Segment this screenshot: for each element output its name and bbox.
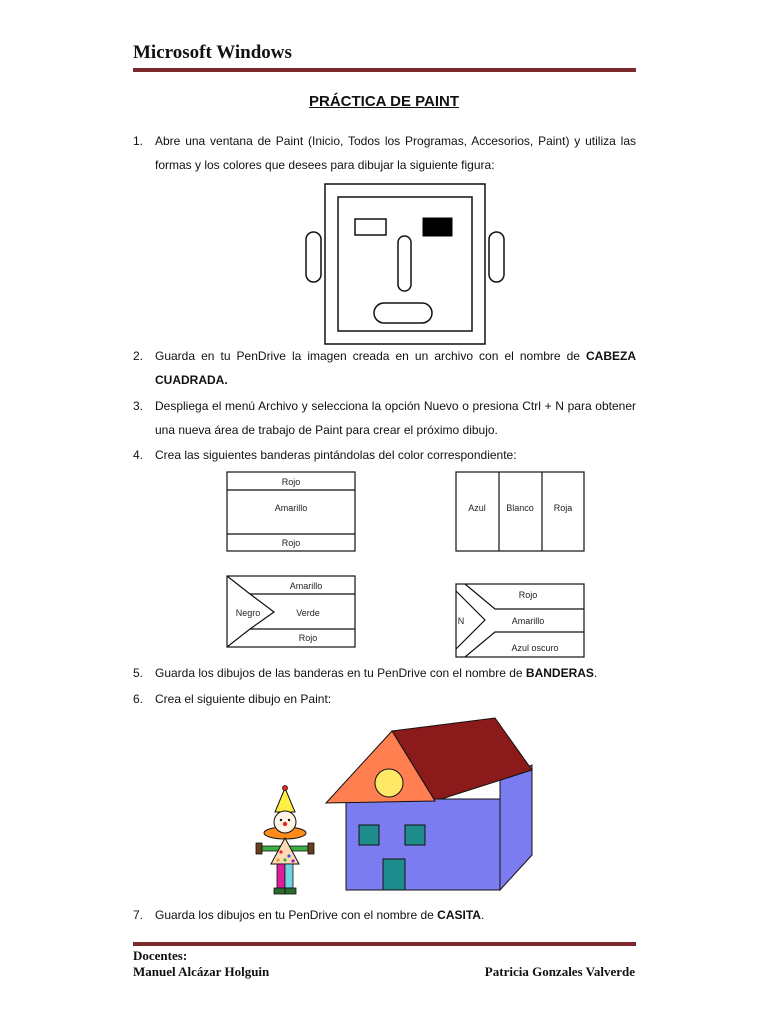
document-title: PRÁCTICA DE PAINT (309, 93, 459, 110)
item-text-suffix: . (593, 666, 598, 680)
house-drawing (320, 715, 540, 895)
item-number: 3. (133, 399, 144, 413)
item-number: 5. (133, 666, 144, 680)
flag2-left-label: Azul (468, 503, 486, 513)
flag3-middle-label: Verde (296, 608, 320, 618)
nose (398, 236, 411, 291)
right-ear (489, 232, 504, 282)
list-item-3 (133, 394, 636, 442)
flag-horizontal-stripes (226, 471, 357, 553)
flag2-middle-label: Blanco (506, 503, 534, 513)
flag1-top-label: Rojo (281, 477, 301, 487)
list-item-5 (133, 661, 636, 685)
right-eye (423, 218, 452, 236)
square-head-figure (300, 182, 510, 346)
footer-label: Docentes: (133, 948, 188, 963)
clown-left-leg (277, 864, 285, 888)
flag1-middle-label: Amarillo (274, 503, 308, 513)
list-item-4 (133, 443, 636, 467)
clown-right-hand (308, 843, 314, 854)
left-ear (306, 232, 321, 282)
item-number: 4. (133, 448, 144, 462)
flag4-bottom-label: Azul oscuro (511, 643, 559, 653)
list-item-7 (133, 903, 636, 927)
item-text-bold: CASITA (437, 908, 481, 922)
item-text: Crea el siguiente dibujo en Paint: (155, 692, 332, 706)
header-rule (133, 68, 636, 72)
footer-teacher-right: Patricia Gonzales Valverde (484, 964, 635, 979)
footer-rule (133, 942, 636, 946)
item-text-plain: Guarda en tu PenDrive la imagen creada en un archivo con el nombre de (155, 349, 586, 363)
item-text (155, 344, 636, 392)
item-text: Abre una ventana de Paint (Inicio, Todos los Programas, Accesorios, Paint) y utiliza las formas y los colores que desees para dibujar la siguiente figura: (155, 134, 636, 172)
item-text (155, 661, 636, 685)
flag4-middle-label: Amarillo (511, 616, 545, 626)
clown-nose (283, 822, 287, 826)
left-eye (355, 219, 386, 235)
flag-chevron-stripes (455, 583, 586, 659)
item-text: Despliega el menú Archivo y selecciona la opción Nuevo o presiona Ctrl + N para obtener una nueva área de trabajo de Paint para crear el próximo dibujo. (155, 399, 636, 437)
flag4-triangle-label: N (457, 616, 465, 626)
house-door (383, 859, 405, 890)
clown-left-hand (256, 843, 262, 854)
item-text-plain: Guarda los dibujos de las banderas en tu PenDrive con el nombre de (155, 666, 526, 680)
house-window-right (405, 825, 425, 845)
clown-right-shoe (285, 888, 296, 894)
flag4-top-label: Rojo (518, 590, 538, 600)
house-window-left (359, 825, 379, 845)
item-text-plain: Guarda los dibujos en tu PenDrive con el nombre de (155, 908, 438, 922)
list-item-1 (133, 129, 636, 177)
flag1-bottom-label: Rojo (281, 538, 301, 548)
flag-vertical-stripes (455, 471, 586, 553)
item-text (155, 903, 636, 927)
house-side-wall (500, 765, 532, 890)
footer-teacher-left: Manuel Alcázar Holguin (133, 964, 270, 979)
item-text-bold: BANDERAS (525, 666, 594, 680)
flag3-top-label: Amarillo (289, 581, 323, 591)
flag-triangle-stripes (226, 575, 357, 649)
item-number: 7. (133, 908, 144, 922)
item-text: Crea las siguientes banderas pintándolas del color correspondiente: (155, 448, 517, 462)
mouth (374, 303, 432, 323)
item-number: 6. (133, 692, 144, 706)
item-number: 1. (133, 134, 144, 148)
list-item-6 (133, 687, 636, 711)
page-header-title: Microsoft Windows (133, 42, 292, 63)
item-text-suffix: . (480, 908, 485, 922)
flag2-right-label: Roja (553, 503, 573, 513)
clown-left-shoe (274, 888, 285, 894)
clown-drawing (253, 784, 315, 898)
flag3-bottom-label: Rojo (298, 633, 318, 643)
clown-right-leg (285, 864, 293, 888)
list-item-2 (133, 344, 636, 392)
clown-hat-pom (283, 786, 288, 791)
item-text-bold: CABEZA CUADRADA. (155, 349, 636, 387)
round-window (375, 769, 403, 797)
item-number: 2. (133, 349, 144, 363)
flag3-triangle-label: Negro (235, 608, 261, 618)
clown-hat (275, 788, 295, 812)
